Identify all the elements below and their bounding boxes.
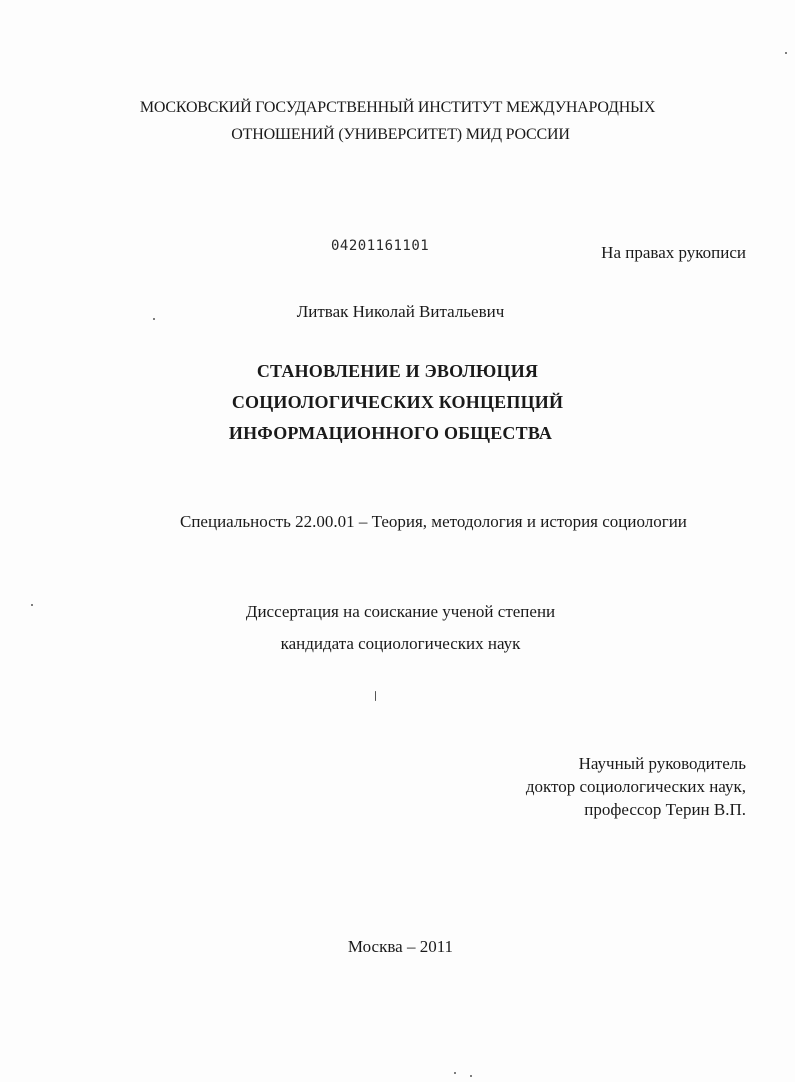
degree-line2: кандидата социологических наук xyxy=(280,634,521,653)
degree-line1: Диссертация на соискание ученой степени xyxy=(245,602,556,621)
scan-speck xyxy=(454,1072,456,1074)
institute-name-line2: ОТНОШЕНИЙ (УНИВЕРСИТЕТ) МИД РОССИИ xyxy=(231,126,570,143)
scan-speck xyxy=(785,52,787,54)
supervisor-line2: доктор социологических наук, xyxy=(525,777,746,796)
supervisor-line1: Научный руководитель xyxy=(578,754,746,773)
author-name: Литвак Николай Витальевич xyxy=(296,302,505,321)
catalog-number: 04201161101 xyxy=(331,238,430,254)
title-line2: СОЦИОЛОГИЧЕСКИХ КОНЦЕПЦИЙ xyxy=(231,392,564,412)
specialty: Специальность 22.00.01 – Теория, методология и история социологии xyxy=(180,512,687,531)
institute-name-line1: МОСКОВСКИЙ ГОСУДАРСТВЕННЫЙ ИНСТИТУТ МЕЖДУНАРОДНЫХ xyxy=(139,99,656,116)
scan-speck xyxy=(375,691,376,701)
supervisor-line3: профессор Терин В.П. xyxy=(584,800,746,819)
rights-note: На правах рукописи xyxy=(601,243,746,262)
scan-speck xyxy=(470,1075,472,1077)
title-line1: СТАНОВЛЕНИЕ И ЭВОЛЮЦИЯ xyxy=(256,361,539,381)
title-line3: ИНФОРМАЦИОННОГО ОБЩЕСТВА xyxy=(228,423,553,443)
scan-speck xyxy=(31,604,33,606)
scan-speck xyxy=(153,318,155,320)
place-year: Москва – 2011 xyxy=(347,937,454,956)
supervisor-block xyxy=(526,752,746,821)
